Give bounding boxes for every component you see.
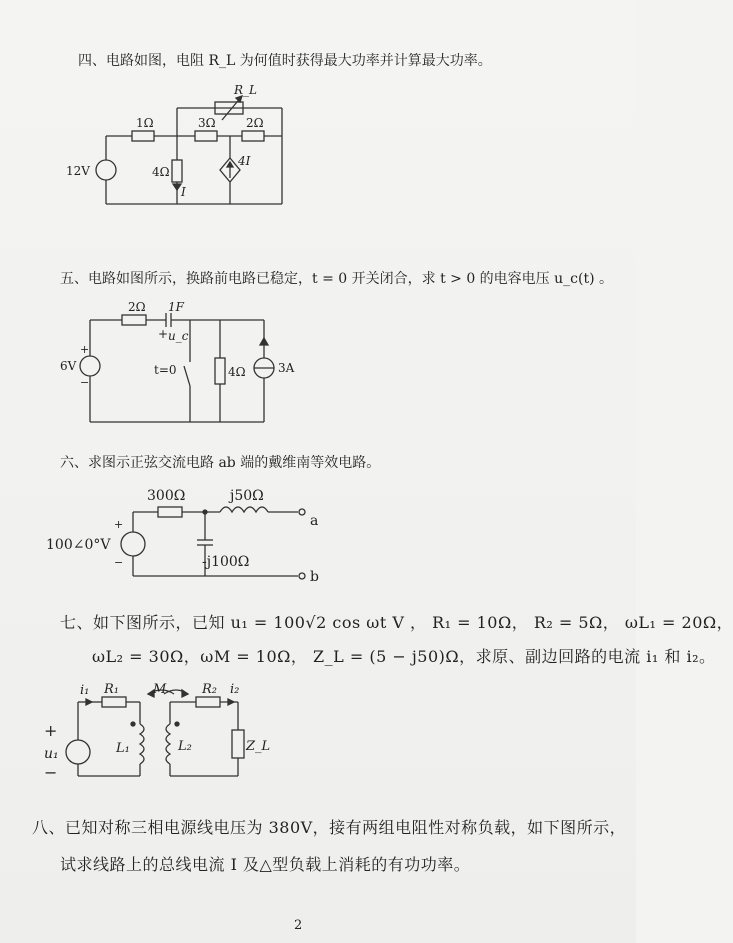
question-4-text: 四、电路如图，电阻 R_L 为何值时获得最大功率并计算最大功率。 xyxy=(78,53,492,69)
label-current-i: I xyxy=(181,185,186,199)
label-source-12v: 12V xyxy=(66,164,90,178)
question-8-line1: 八、已知对称三相电源线电压为 380V，接有两组电阻性对称负载，如下图所示， xyxy=(32,818,627,837)
label-r3: 2Ω xyxy=(246,116,264,130)
label-r2: R₂ xyxy=(202,682,217,697)
label-r2: 3Ω xyxy=(198,116,216,130)
label-source-6v: 6V xyxy=(60,359,77,373)
label-src-plus: + xyxy=(114,518,124,531)
label-rl: R_L xyxy=(234,83,258,97)
question-8-line2: 试求线路上的总线电流 I 及△型负载上消耗的有功功率。 xyxy=(60,855,471,874)
label-m: M xyxy=(153,682,167,697)
question-5-text: 五、电路如图所示，换路前电路已稳定，t = 0 开关闭合，求 t > 0 的电容电压 u_c(t) 。 xyxy=(60,271,613,287)
label-src-minus: − xyxy=(114,556,124,569)
label-c: -j100Ω xyxy=(202,554,250,570)
label-src-plus: + xyxy=(80,343,90,356)
page-number: 2 xyxy=(294,918,303,933)
label-a: a xyxy=(310,513,319,529)
label-b: b xyxy=(310,569,319,585)
label-i1: i₁ xyxy=(80,683,90,698)
question-7-line1: 七、如下图所示，已知 u₁ = 100√2 cos ωt V ， R₁ = 10Ω， R₂ = 5Ω， ωL₁ = 20Ω， xyxy=(60,613,733,632)
circuit-q6 xyxy=(40,484,340,594)
question-6-text: 六、求图示正弦交流电路 ab 端的戴维南等效电路。 xyxy=(60,455,381,471)
label-cap: 1F xyxy=(168,300,184,314)
label-uc: u_c xyxy=(168,329,189,343)
label-ccs: 4I xyxy=(238,154,251,168)
label-cs: 3A xyxy=(278,361,295,375)
label-r: 300Ω xyxy=(147,488,186,504)
label-l: j50Ω xyxy=(230,488,264,504)
circuit-q7 xyxy=(36,680,271,790)
label-u1-minus: − xyxy=(44,763,58,782)
label-source: 100∠0°V xyxy=(46,537,111,553)
question-7-line2: ωL₂ = 30Ω，ωM = 10Ω， Z_L = (5 − j50)Ω，求原、副边回路的电流 i₁ 和 i₂。 xyxy=(92,647,716,666)
label-r2: 4Ω xyxy=(228,365,246,379)
label-cap-plus: + xyxy=(158,327,169,341)
label-r1: 2Ω xyxy=(128,300,146,314)
label-switch: t=0 xyxy=(154,363,177,377)
label-r1: R₁ xyxy=(104,682,119,697)
label-src-minus: − xyxy=(80,376,90,389)
label-u1: u₁ xyxy=(44,746,59,762)
label-r1: 1Ω xyxy=(136,116,154,130)
circuit-q5 xyxy=(50,298,295,428)
label-i2: i₂ xyxy=(230,682,240,697)
circuit-q4 xyxy=(60,82,320,212)
label-l2: L₂ xyxy=(178,739,192,754)
label-zl: Z_L xyxy=(246,739,271,754)
label-r4: 4Ω xyxy=(152,165,170,179)
label-l1: L₁ xyxy=(116,741,130,756)
label-u1-plus: + xyxy=(44,721,58,740)
